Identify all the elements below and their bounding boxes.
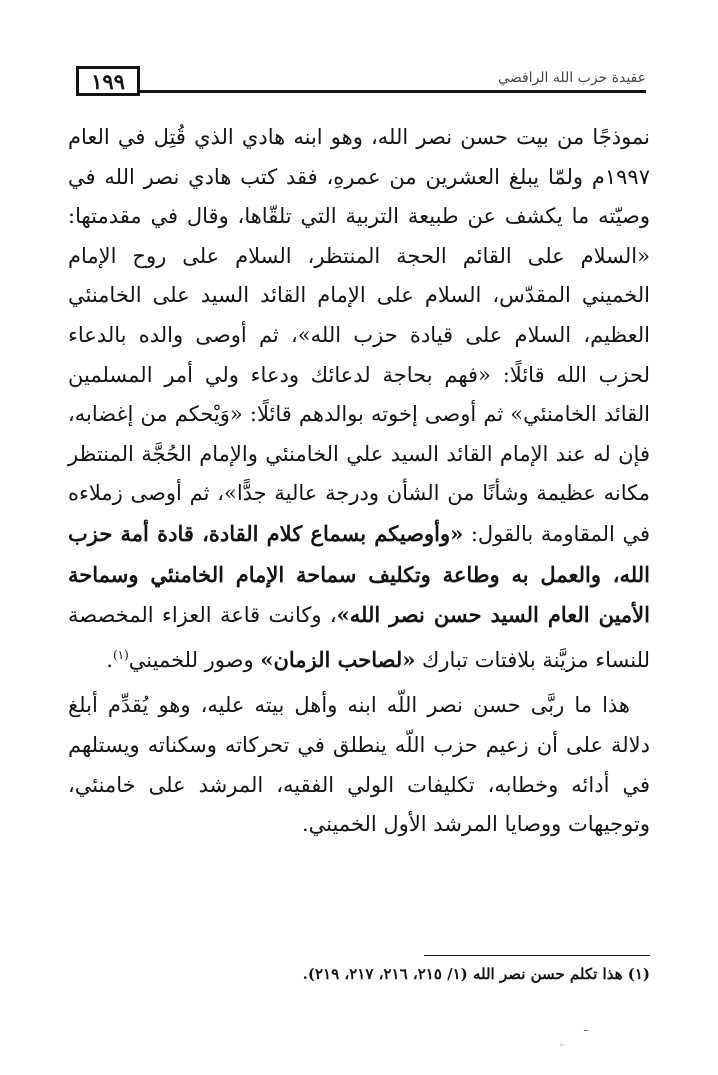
main-text: [68, 118, 650, 845]
scan-mark: ـ: [584, 1020, 588, 1034]
page-number: ١٩٩: [76, 66, 140, 96]
footnote-ref[interactable]: (١): [112, 647, 129, 662]
text-segment: وصور للخميني: [128, 647, 261, 672]
text-segment: .: [106, 647, 113, 672]
bold-quote-segment: «وأوصيكم بسماع كلام القادة، قادة أمة حزب الله، والعمل به وطاعة وتكليف سماحة الإمام الخامنئي وسماحة الأمين العام السيد حسن نصر الله»: [68, 520, 650, 628]
footnote: (١) هذا تكلم حسن نصر الله (١/ ٢١٥، ٢١٦، ٢١٧، ٢١٩).: [302, 965, 650, 983]
page-header: [76, 66, 646, 102]
running-title: عقيدة حزب الله الرافضي: [498, 70, 646, 86]
bold-quote-segment: «لصاحب الزمان»: [260, 646, 416, 672]
header-rule: [140, 90, 646, 93]
text-segment: نموذجًا من بيت حسن نصر الله، وهو ابنه هادي الذي قُتِل في العام ١٩٩٧م ولمّا يبلغ العشرين من عمرهِ، فقد كتب هادي نصر الله في وصيّته ما يكشف عن طبيعة التربية التي تلقّاها، وقال في مقدمتها: «السلام على القائم الحجة المنتظر، السلام على روح الإمام الخميني المقدّس، السلام على الإمام القائد السيد على الخامنئي العظيم، السلام على قيادة حزب الله»، ثم أوصى والده بالدعاء لحزب الله قائلًا: «فهم بحاجة لدعائك ودعاء ولي أمر المسلمين القائد الخامنئي» ثم أوصى إخوته بوالدهم قائلًا: «وَيْحكم من إغضابه، فإن له عند الإمام القائد السيد علي الخامنئي والإمام الحُجَّة المنتظر مكانه عظيمة وشأنًا من الشأن ودرجة عالية جدًّا»، ثم أوصى زملاءه في المقاومة بالقول:: [68, 125, 650, 546]
paragraph-2: هذا ما ربَّى حسن نصر اللّه ابنه وأهل بيته عليه، وهو يُقدِّم أبلغ دلالة على أن زعيم حزب اللّه ينطلق في تحركاته وسكناته ويستلهم في أدائه وخطابه، تكليفات الولي الفقيه، المرشد على خامنئي، وتوجيهات ووصايا المرشد الأول الخميني.: [68, 693, 650, 837]
scan-mark: -: [560, 1040, 564, 1051]
footnote-separator: [424, 955, 650, 956]
paragraph-1: [68, 118, 650, 680]
text-segment: ، وكانت قاعة العزاء المخصصة للنساء مزيَّنة بلافتات تبارك: [68, 603, 650, 672]
